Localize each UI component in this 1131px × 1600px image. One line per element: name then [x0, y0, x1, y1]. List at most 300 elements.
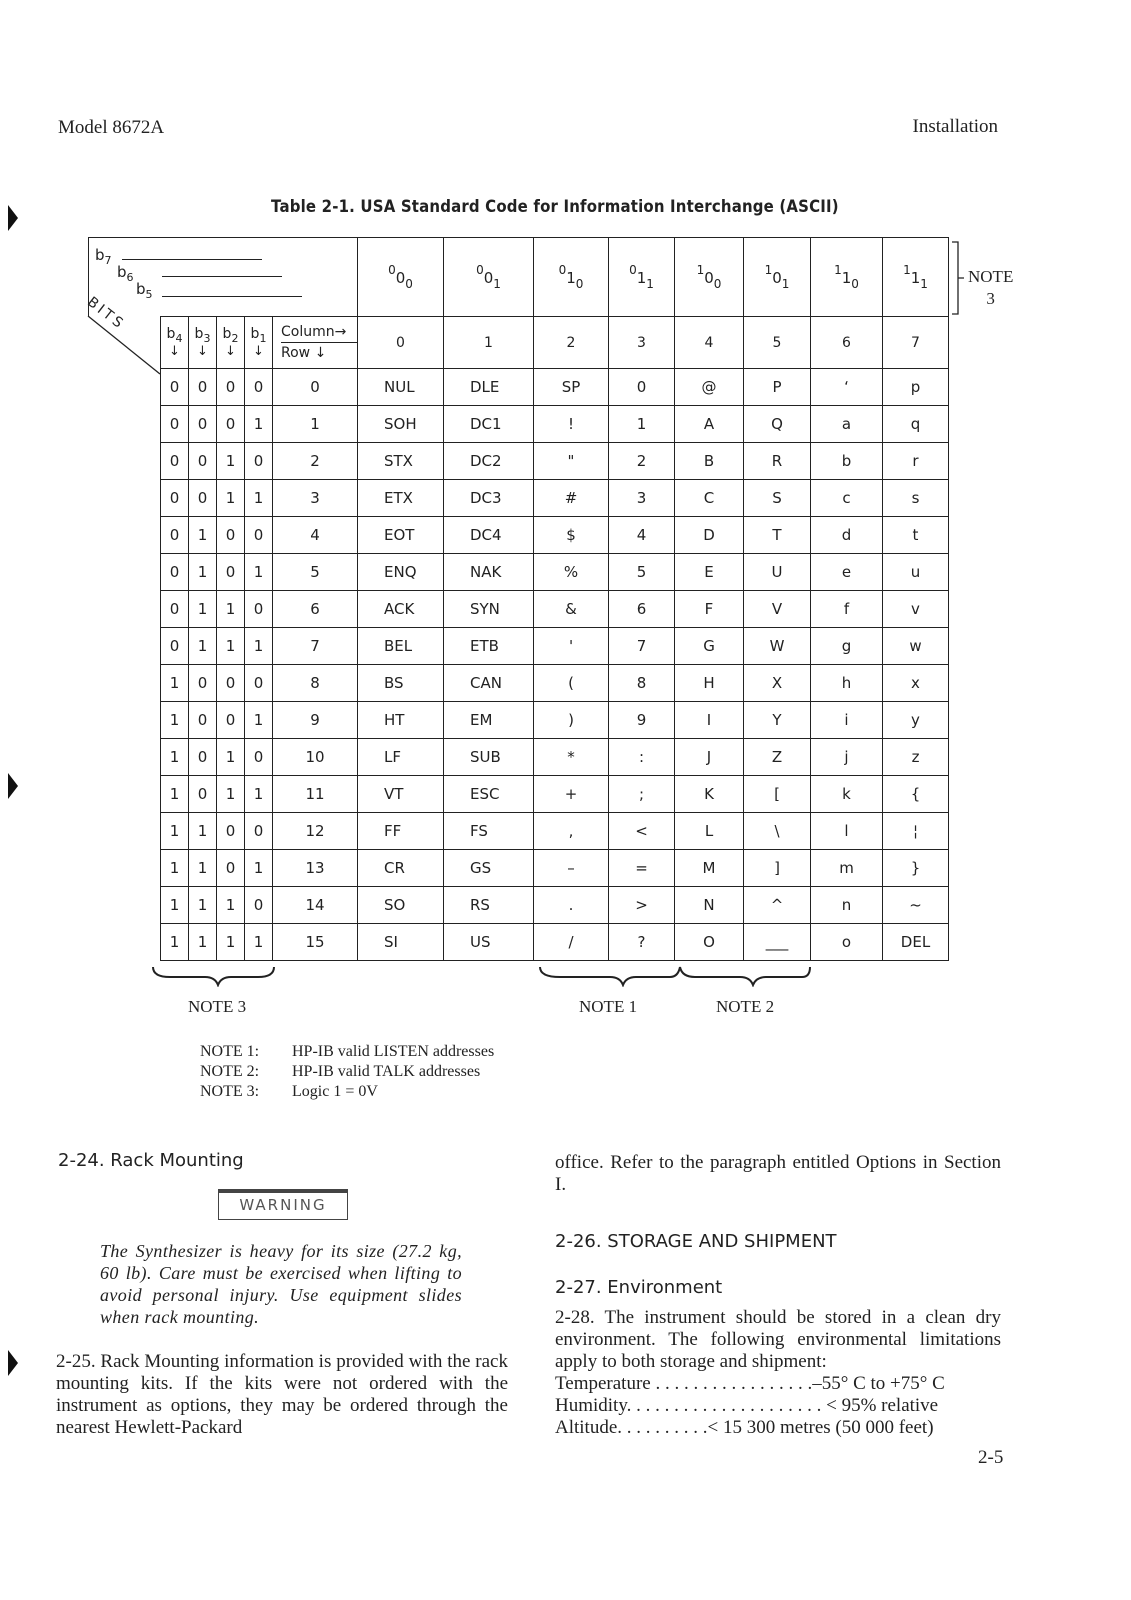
bit-label-header: [245, 317, 273, 369]
bit-cell: 0: [189, 702, 217, 739]
margin-bullet: [8, 1350, 18, 1376]
down-arrow: ↓: [197, 344, 208, 360]
char-cell: SOH: [358, 406, 444, 443]
para-2-25: 2-25. Rack Mounting information is provided with the rack mounting kits. If the kits were not ordered with the instrument as options, they may be ordered through the nearest Hewlett-Packard: [56, 1351, 508, 1438]
bit-b6: 1: [636, 269, 647, 287]
char-cell: NAK: [444, 554, 534, 591]
bit-cell: 0: [189, 406, 217, 443]
char-cell: I: [675, 702, 744, 739]
char-cell: X: [744, 665, 811, 702]
row-number: 15: [273, 924, 358, 961]
char-cell: US: [444, 924, 534, 961]
bit-cell: 1: [217, 739, 245, 776]
char-cell: p: [883, 369, 949, 406]
char-cell: O: [675, 924, 744, 961]
bit-b7: 1: [696, 263, 705, 277]
bit-cell: 0: [189, 665, 217, 702]
bit-cell: 0: [189, 776, 217, 813]
bit-cell: 1: [189, 628, 217, 665]
char-cell: CR: [358, 850, 444, 887]
char-cell: SYN: [444, 591, 534, 628]
bit-cell: 1: [217, 480, 245, 517]
char-cell: W: [744, 628, 811, 665]
char-cell: >: [609, 887, 675, 924]
char-cell: T: [744, 517, 811, 554]
char-cell: LF: [358, 739, 444, 776]
note3-side-label: NOTE 3: [968, 267, 1014, 308]
bit-letter: b: [250, 325, 260, 342]
bit-cell: 1: [217, 887, 245, 924]
char-cell: n: [811, 887, 883, 924]
char-cell: GS: [444, 850, 534, 887]
column-bits-header: [744, 238, 811, 317]
char-cell: +: [534, 776, 609, 813]
char-cell: BEL: [358, 628, 444, 665]
spec-temperature: Temperature . . . . . . . . . . . . . . . . .–55° C to +75° C: [555, 1373, 945, 1394]
char-cell: o: [811, 924, 883, 961]
char-cell: :: [609, 739, 675, 776]
bit-label-header: [189, 317, 217, 369]
char-cell: ": [534, 443, 609, 480]
bit-b7: 1: [903, 263, 911, 277]
char-cell: G: [675, 628, 744, 665]
header-model: Model 8672A: [58, 117, 165, 138]
char-cell: k: [811, 776, 883, 813]
char-cell: u: [883, 554, 949, 591]
char-cell: a: [811, 406, 883, 443]
table-row: [161, 554, 949, 591]
bit-cell: 1: [161, 665, 189, 702]
column-bits-header: [358, 238, 444, 317]
column-label: Column→: [281, 324, 357, 343]
bit-cell: 0: [217, 813, 245, 850]
bit-b6: 0: [395, 269, 406, 287]
table-row: [161, 739, 949, 776]
page-number: 2-5: [978, 1447, 1004, 1468]
column-row-label: [273, 317, 358, 369]
bit-cell: 0: [189, 443, 217, 480]
bit-b5: 1: [646, 277, 654, 291]
table-row: [161, 924, 949, 961]
bit-cell: 1: [189, 813, 217, 850]
char-cell: 3: [609, 480, 675, 517]
warning-box: WARNING: [218, 1189, 348, 1220]
char-cell: ¦: [883, 813, 949, 850]
bit-cell: 1: [189, 850, 217, 887]
char-cell: ~: [883, 887, 949, 924]
char-cell: ?: [609, 924, 675, 961]
margin-bullet: [8, 773, 18, 799]
char-cell: ETX: [358, 480, 444, 517]
row-number: 14: [273, 887, 358, 924]
bit-b5: 1: [920, 277, 928, 291]
char-cell: !: [534, 406, 609, 443]
bit-cell: 0: [189, 369, 217, 406]
char-cell: K: [675, 776, 744, 813]
char-cell: ETB: [444, 628, 534, 665]
char-cell: ]: [744, 850, 811, 887]
bit-cell: 0: [161, 591, 189, 628]
bit-cell: 1: [245, 406, 273, 443]
bit-letter: b: [222, 325, 232, 342]
column-bits-header: [811, 238, 883, 317]
bit-cell: 0: [245, 813, 273, 850]
para-2-25-cont: office. Refer to the paragraph entitled Options in Section I.: [555, 1152, 1001, 1195]
bit-cell: 0: [161, 369, 189, 406]
bit-cell: 1: [161, 924, 189, 961]
column-number: 5: [744, 317, 811, 369]
char-cell: %: [534, 554, 609, 591]
char-cell: ,: [534, 813, 609, 850]
table-row: [161, 776, 949, 813]
bit-b6: 0: [772, 269, 782, 287]
char-cell: RS: [444, 887, 534, 924]
row-number: 0: [273, 369, 358, 406]
bit-cell: 1: [217, 591, 245, 628]
bit-cell: 0: [217, 665, 245, 702]
warning-text: The Synthesizer is heavy for its size (27.2 kg, 60 lb). Care must be exercised when lifting to avoid personal injury. Use equipment slides when rack mounting.: [100, 1241, 462, 1327]
char-cell: j: [811, 739, 883, 776]
bit-b7: 0: [388, 263, 396, 277]
char-cell: DC1: [444, 406, 534, 443]
bit-subscript: 4: [175, 331, 183, 345]
char-cell: $: [534, 517, 609, 554]
char-cell: DLE: [444, 369, 534, 406]
char-cell: b: [811, 443, 883, 480]
char-cell: EOT: [358, 517, 444, 554]
row-number: 9: [273, 702, 358, 739]
char-cell: (: [534, 665, 609, 702]
bit-cell: 0: [245, 443, 273, 480]
table-row: [161, 813, 949, 850]
char-cell: H: [675, 665, 744, 702]
char-cell: ENQ: [358, 554, 444, 591]
bit-cell: 0: [217, 369, 245, 406]
char-cell: Y: [744, 702, 811, 739]
char-cell: ___: [744, 924, 811, 961]
char-cell: c: [811, 480, 883, 517]
char-cell: =: [609, 850, 675, 887]
note-item: NOTE 3: Logic 1 = 0V: [200, 1083, 378, 1100]
table-row: [161, 628, 949, 665]
char-cell: x: [883, 665, 949, 702]
column-bits-header: [883, 238, 949, 317]
row-number: 3: [273, 480, 358, 517]
row-number: 12: [273, 813, 358, 850]
table-row: [161, 480, 949, 517]
char-cell: 7: [609, 628, 675, 665]
char-cell: \: [744, 813, 811, 850]
column-number: 0: [358, 317, 444, 369]
char-cell: HT: [358, 702, 444, 739]
down-arrow: ↓: [225, 344, 236, 360]
char-cell: CAN: [444, 665, 534, 702]
header-bits-row: [161, 238, 949, 317]
char-cell: l: [811, 813, 883, 850]
bit-cell: 0: [217, 850, 245, 887]
row-number: 7: [273, 628, 358, 665]
char-cell: ': [534, 628, 609, 665]
table-caption: Table 2-1. USA Standard Code for Information Interchange (ASCII): [271, 197, 839, 217]
ascii-table: [160, 237, 949, 961]
bit-letter: b: [194, 325, 204, 342]
char-cell: Z: [744, 739, 811, 776]
row-number: 5: [273, 554, 358, 591]
char-cell: @: [675, 369, 744, 406]
char-cell: A: [675, 406, 744, 443]
char-cell: 8: [609, 665, 675, 702]
char-cell: DEL: [883, 924, 949, 961]
bit-cell: 1: [217, 628, 245, 665]
char-cell: q: [883, 406, 949, 443]
bit-cell: 1: [161, 739, 189, 776]
bit-label-header: [217, 317, 245, 369]
char-cell: SI: [358, 924, 444, 961]
char-cell: w: [883, 628, 949, 665]
char-cell: 5: [609, 554, 675, 591]
char-cell: e: [811, 554, 883, 591]
bit-cell: 1: [217, 924, 245, 961]
char-cell: r: [883, 443, 949, 480]
char-cell: y: [883, 702, 949, 739]
column-number: 4: [675, 317, 744, 369]
bit-cell: 0: [189, 739, 217, 776]
table-row: [161, 406, 949, 443]
bit-b5: 1: [493, 277, 501, 291]
char-cell: h: [811, 665, 883, 702]
char-cell: B: [675, 443, 744, 480]
bit-cell: 1: [217, 443, 245, 480]
table-row: [161, 443, 949, 480]
bit-cell: 1: [161, 850, 189, 887]
bit-cell: 0: [217, 554, 245, 591]
char-cell: 4: [609, 517, 675, 554]
notes-list: [200, 1043, 494, 1103]
char-cell: SO: [358, 887, 444, 924]
table-row: [161, 702, 949, 739]
bit-cell: 1: [217, 776, 245, 813]
table-row: [161, 665, 949, 702]
char-cell: 9: [609, 702, 675, 739]
margin-bullet: [8, 205, 18, 231]
row-number: 6: [273, 591, 358, 628]
char-cell: BS: [358, 665, 444, 702]
table-row: [161, 369, 949, 406]
char-cell: –: [534, 850, 609, 887]
note-item: NOTE 2: HP-IB valid TALK addresses: [200, 1063, 481, 1080]
char-cell: s: [883, 480, 949, 517]
column-number: 1: [444, 317, 534, 369]
column-number: 6: [811, 317, 883, 369]
spec-altitude: Altitude. . . . . . . . . .< 15 300 metres (50 000 feet): [555, 1417, 934, 1438]
char-cell: ACK: [358, 591, 444, 628]
header-section: Installation: [912, 116, 998, 137]
char-cell: R: [744, 443, 811, 480]
b6-label: $b_6$: [117, 263, 134, 284]
char-cell: SUB: [444, 739, 534, 776]
char-cell: DC4: [444, 517, 534, 554]
char-cell: U: [744, 554, 811, 591]
bit-label-header: [161, 317, 189, 369]
char-cell: VT: [358, 776, 444, 813]
brace-note3: NOTE 3: [188, 997, 247, 1016]
char-cell: 2: [609, 443, 675, 480]
bit-b7: 0: [558, 263, 567, 277]
bit-cell: 1: [189, 887, 217, 924]
char-cell: d: [811, 517, 883, 554]
char-cell: D: [675, 517, 744, 554]
bit-cell: 0: [245, 887, 273, 924]
row-number: 10: [273, 739, 358, 776]
char-cell: .: [534, 887, 609, 924]
char-cell: N: [675, 887, 744, 924]
row-number: 13: [273, 850, 358, 887]
row-number: 11: [273, 776, 358, 813]
char-cell: z: [883, 739, 949, 776]
bit-cell: 0: [161, 554, 189, 591]
bit-cell: 0: [161, 628, 189, 665]
bit-cell: 0: [245, 591, 273, 628]
char-cell: C: [675, 480, 744, 517]
char-cell: V: [744, 591, 811, 628]
table-row: [161, 517, 949, 554]
table-row: [161, 850, 949, 887]
note-item: NOTE 1: HP-IB valid LISTEN addresses: [200, 1043, 495, 1060]
bit-cell: 1: [161, 887, 189, 924]
bit-cell: 1: [245, 702, 273, 739]
spec-humidity: Humidity. . . . . . . . . . . . . . . . . . . . . < 95% relative: [555, 1395, 939, 1416]
bit-b5: 0: [713, 277, 722, 291]
bit-cell: 0: [217, 406, 245, 443]
bottom-braces: [150, 965, 830, 987]
bit-b6: 1: [566, 269, 576, 287]
char-cell: S: [744, 480, 811, 517]
bit-cell: 1: [161, 702, 189, 739]
row-number: 8: [273, 665, 358, 702]
column-number: 3: [609, 317, 675, 369]
bit-cell: 0: [217, 517, 245, 554]
char-cell: 6: [609, 591, 675, 628]
header-columns-row: [161, 317, 949, 369]
char-cell: DC3: [444, 480, 534, 517]
b5-label: $b_5$: [136, 280, 153, 301]
bit-cell: 1: [245, 924, 273, 961]
column-bits-header: [675, 238, 744, 317]
char-cell: t: [883, 517, 949, 554]
bit-cell: 1: [161, 813, 189, 850]
bit-cell: 1: [189, 554, 217, 591]
char-cell: [: [744, 776, 811, 813]
bit-cell: 0: [161, 443, 189, 480]
bits-label: BITS: [84, 294, 129, 334]
bit-cell: 0: [161, 517, 189, 554]
bit-letter: b: [166, 325, 176, 342]
bit-b7: 0: [629, 263, 637, 277]
para-2-28: 2-28. The instrument should be stored in a clean dry environment. The following environmental limitations apply to both storage and shipment:: [555, 1307, 1001, 1372]
bit-b5: 0: [405, 277, 413, 291]
bit-subscript: 1: [259, 331, 267, 345]
down-arrow: ↓: [169, 344, 180, 360]
bit-b7: 0: [476, 263, 484, 277]
char-cell: L: [675, 813, 744, 850]
char-cell: 0: [609, 369, 675, 406]
char-cell: ^: [744, 887, 811, 924]
bit-cell: 0: [217, 702, 245, 739]
bit-cell: 1: [189, 924, 217, 961]
char-cell: g: [811, 628, 883, 665]
column-number: 2: [534, 317, 609, 369]
bit-b6: 0: [704, 269, 714, 287]
table-row: [161, 591, 949, 628]
bit-cell: 1: [245, 554, 273, 591]
char-cell: i: [811, 702, 883, 739]
char-cell: FS: [444, 813, 534, 850]
row-label: Row ↓: [281, 345, 327, 361]
char-cell: FF: [358, 813, 444, 850]
char-cell: 1: [609, 406, 675, 443]
bit-b5: 0: [851, 277, 859, 291]
char-cell: E: [675, 554, 744, 591]
char-cell: f: [811, 591, 883, 628]
note3-bracket: [950, 240, 966, 318]
char-cell: }: [883, 850, 949, 887]
char-cell: &: [534, 591, 609, 628]
char-cell: SP: [534, 369, 609, 406]
char-cell: <: [609, 813, 675, 850]
rack-mounting-heading: 2-24. Rack Mounting: [58, 1150, 244, 1171]
column-number: 7: [883, 317, 949, 369]
column-bits-header: [444, 238, 534, 317]
char-cell: v: [883, 591, 949, 628]
char-cell: F: [675, 591, 744, 628]
char-cell: Q: [744, 406, 811, 443]
bit-b7: 1: [764, 263, 773, 277]
char-cell: m: [811, 850, 883, 887]
bit-b5: 1: [781, 277, 790, 291]
char-cell: *: [534, 739, 609, 776]
bit-b6: 1: [910, 269, 921, 287]
char-cell: J: [675, 739, 744, 776]
bit-cell: 0: [245, 369, 273, 406]
char-cell: M: [675, 850, 744, 887]
char-cell: ESC: [444, 776, 534, 813]
char-cell: ): [534, 702, 609, 739]
bit-cell: 1: [245, 628, 273, 665]
bit-cell: 1: [245, 480, 273, 517]
b7-label: $b_7$: [95, 246, 112, 267]
char-cell: STX: [358, 443, 444, 480]
bit-cell: 0: [245, 517, 273, 554]
bit-cell: 1: [245, 776, 273, 813]
table-row: [161, 887, 949, 924]
bit-cell: 0: [245, 739, 273, 776]
environment-heading: 2-27. Environment: [555, 1277, 723, 1298]
char-cell: #: [534, 480, 609, 517]
brace-note2: NOTE 2: [716, 997, 775, 1016]
char-cell: {: [883, 776, 949, 813]
char-cell: DC2: [444, 443, 534, 480]
char-cell: NUL: [358, 369, 444, 406]
bit-cell: 0: [161, 406, 189, 443]
bit-cell: 0: [189, 480, 217, 517]
column-bits-header: [534, 238, 609, 317]
bit-b6: 1: [841, 269, 852, 287]
bit-b6: 0: [483, 269, 494, 287]
char-cell: /: [534, 924, 609, 961]
bit-cell: 0: [161, 480, 189, 517]
bit-b5: 0: [575, 277, 584, 291]
bit-cell: 1: [189, 591, 217, 628]
